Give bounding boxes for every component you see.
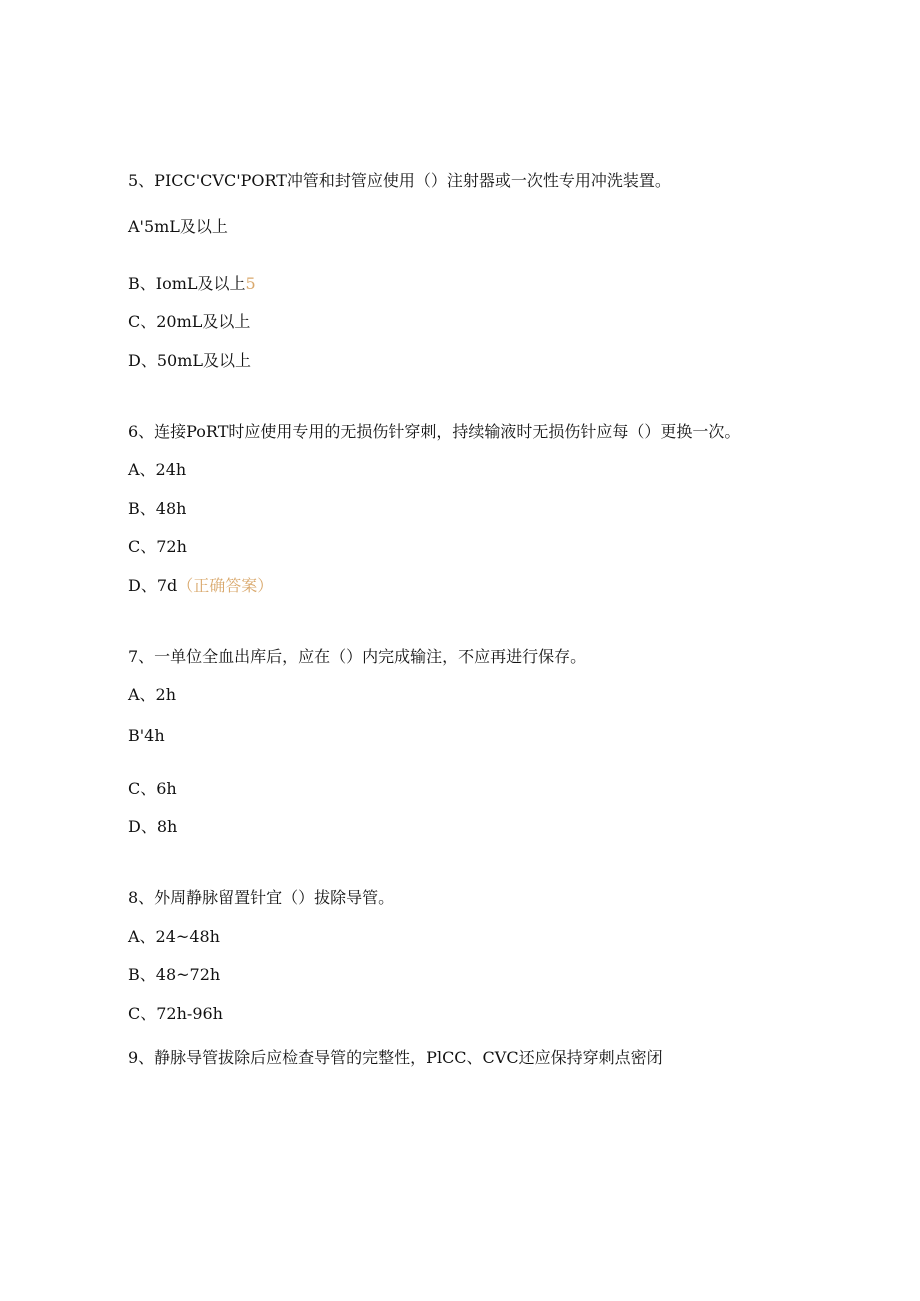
question-6-option-b: B、48h	[128, 499, 187, 518]
question-8-option-a: A、24~48h	[128, 927, 220, 946]
question-8-option-b: B、48~72h	[128, 965, 221, 984]
question-7-option-a: A、2h	[128, 685, 177, 704]
question-5-stem: 5、PICC'CVC'PORT冲管和封管应使用（）注射器或一次性专用冲洗装置。	[128, 171, 671, 190]
option-text: D、7d	[128, 576, 178, 595]
question-7-stem: 7、一单位全血出库后，应在（）内完成输注，不应再进行保存。	[128, 647, 587, 666]
question-8-option-c: C、72h-96h	[128, 1004, 223, 1023]
question-6-option-d	[128, 576, 273, 596]
question-6-option-a: A、24h	[128, 460, 187, 479]
question-7-option-b: B'4h	[128, 726, 165, 745]
answer-mark: 5	[245, 274, 256, 293]
question-5-option-b	[128, 274, 256, 294]
option-text: B、IomL及以上	[128, 274, 246, 293]
question-5-option-a: A'5mL及以上	[128, 217, 228, 236]
correct-answer-mark: （正确答案）	[177, 576, 274, 595]
question-5-option-d: D、50mL及以上	[128, 351, 251, 370]
question-6-option-c: C、72h	[128, 537, 187, 556]
question-8-stem: 8、外周静脉留置针宜（）拔除导管。	[128, 888, 395, 907]
question-7-option-c: C、6h	[128, 779, 177, 798]
question-9-stem: 9、静脉导管拔除后应检查导管的完整性，PlCC、CVC还应保持穿刺点密闭	[128, 1048, 663, 1067]
question-7-option-d: D、8h	[128, 817, 178, 836]
question-6-stem: 6、连接PoRT时应使用专用的无损伤针穿刺，持续输液时无损伤针应每（）更换一次。	[128, 422, 741, 441]
question-5-option-c: C、20mL及以上	[128, 312, 251, 331]
